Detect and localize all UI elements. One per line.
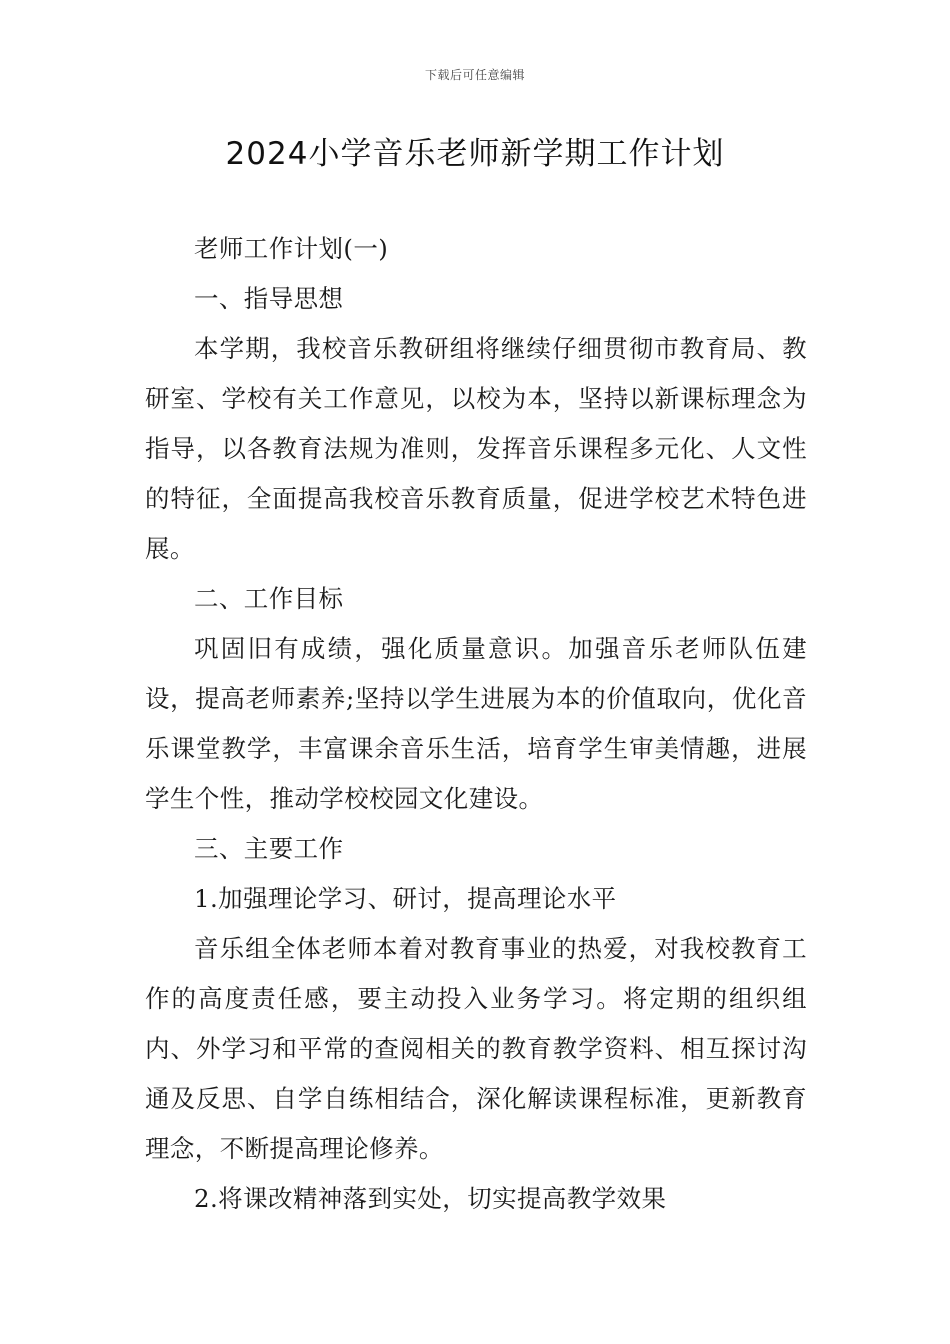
item-heading-curriculum-reform: 2.将课改精神落到实处，切实提高教学效果 <box>194 1184 667 1213</box>
plan-subtitle: 老师工作计划(一) <box>194 234 389 263</box>
item-paragraph-theory-study: 音乐组全体老师本着对教育事业的热爱，对我校教育工作的高度责任感，要主动投入业务学习。将定期的组织组内、外学习和平常的查阅相关的教育教学资料、相互探讨沟通及反思、自学自练相结合，深化解读课程标准，更新教育理念，不断提高理论修养。 <box>145 934 807 1163</box>
section-heading-main-work: 三、主要工作 <box>194 834 344 863</box>
section-heading-work-goals: 二、工作目标 <box>194 584 344 613</box>
document-title: 2024小学音乐老师新学期工作计划 <box>225 136 725 172</box>
section-paragraph-work-goals: 巩固旧有成绩，强化质量意识。加强音乐老师队伍建设，提高老师素养;坚持以学生进展为本的价值取向，优化音乐课堂教学，丰富课余音乐生活，培育学生审美情趣，进展学生个性，推动学校校园文化建设。 <box>145 634 807 813</box>
document-body <box>145 224 807 1224</box>
section-paragraph-guiding-thought: 本学期，我校音乐教研组将继续仔细贯彻市教育局、教研室、学校有关工作意见，以校为本，坚持以新课标理念为指导，以各教育法规为准则，发挥音乐课程多元化、人文性的特征，全面提高我校音乐教育质量，促进学校艺术特色进展。 <box>145 334 807 563</box>
header-note: 下载后可任意编辑 <box>424 68 525 82</box>
section-heading-guiding-thought: 一、指导思想 <box>194 284 344 313</box>
item-heading-theory-study: 1.加强理论学习、研讨，提高理论水平 <box>194 884 617 913</box>
